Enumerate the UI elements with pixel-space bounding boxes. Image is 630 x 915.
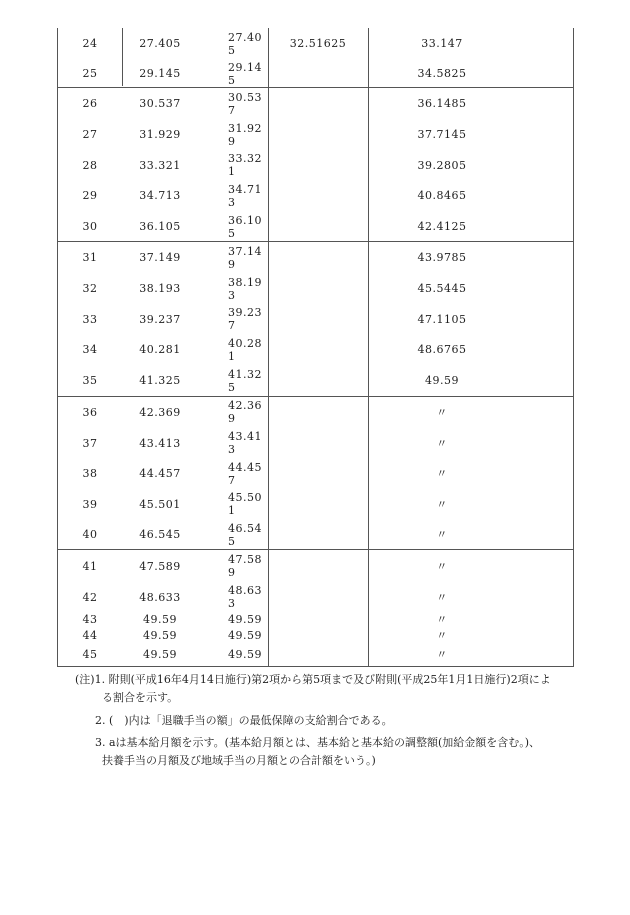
- row-value-d: 43.9785: [417, 251, 467, 264]
- row-value-b: 37.149: [228, 245, 262, 271]
- row-value-a: 48.633: [139, 591, 181, 604]
- row-value-b: 49.59: [228, 648, 262, 661]
- row-value-d: 34.5825: [417, 67, 467, 80]
- row-years: 45: [82, 648, 98, 661]
- row-value-b: 31.929: [228, 122, 262, 148]
- row-value-a: 46.545: [139, 528, 181, 541]
- table-bottom-border: [57, 666, 574, 667]
- row-value-a: 49.59: [143, 613, 177, 626]
- row-years: 37: [82, 437, 98, 450]
- row-value-b: 48.633: [228, 584, 262, 610]
- row-value-a: 42.369: [139, 406, 181, 419]
- row-value-b: 27.405: [228, 31, 262, 57]
- row-value-d: 〃: [436, 591, 448, 604]
- row-value-d: 〃: [436, 437, 448, 450]
- note-1-line-1: (注)1. 附則(平成16年4月14日施行)第2項から第5項まで及び附則(平成25年1月1日施行)2項によ: [75, 673, 551, 686]
- row-value-d: 49.59: [425, 374, 459, 387]
- row-value-b: 46.545: [228, 522, 262, 548]
- row-value-a: 40.281: [139, 343, 181, 356]
- row-value-d: 〃: [436, 613, 448, 626]
- row-years: 31: [82, 251, 98, 264]
- row-value-b: 34.713: [228, 183, 262, 209]
- row-value-b: 44.457: [228, 461, 262, 487]
- row-value-d: 〃: [436, 560, 448, 573]
- row-value-b: 33.321: [228, 152, 262, 178]
- table-group-divider: [57, 549, 574, 550]
- row-value-a: 45.501: [139, 498, 181, 511]
- row-value-d: 40.8465: [417, 189, 467, 202]
- row-value-d: 〃: [436, 406, 448, 419]
- row-value-b: 29.145: [228, 61, 262, 87]
- row-value-b: 47.589: [228, 553, 262, 579]
- row-value-b: 49.59: [228, 613, 262, 626]
- row-value-d: 47.1105: [417, 313, 467, 326]
- row-value-a: 41.325: [139, 374, 181, 387]
- row-value-d: 48.6765: [417, 343, 467, 356]
- row-value-c: 32.51625: [289, 37, 347, 50]
- row-years: 41: [82, 560, 98, 573]
- note-1-line-2: る割合を示す。: [102, 691, 179, 704]
- row-value-a: 39.237: [139, 313, 181, 326]
- row-value-b: 42.369: [228, 399, 262, 425]
- row-value-a: 31.929: [139, 128, 181, 141]
- table-vertical-rule: [573, 28, 574, 666]
- row-years: 27: [82, 128, 98, 141]
- row-value-a: 49.59: [143, 629, 177, 642]
- row-value-a: 36.105: [139, 220, 181, 233]
- row-value-b: 39.237: [228, 306, 262, 332]
- row-value-a: 37.149: [139, 251, 181, 264]
- note-3-line-1: 3. aは基本給月額を示す。(基本給月額とは、基本給と基本給の調整額(加給金額を含む。)、: [95, 736, 541, 749]
- table-vertical-rule: [268, 28, 269, 666]
- note-3-line-2: 扶養手当の月額及び地域手当の月額との合計額をいう。): [102, 754, 376, 767]
- row-value-d: 〃: [436, 629, 448, 642]
- row-years: 32: [82, 282, 98, 295]
- row-value-a: 30.537: [139, 97, 181, 110]
- row-value-d: 45.5445: [417, 282, 467, 295]
- row-value-d: 〃: [436, 467, 448, 480]
- row-years: 38: [82, 467, 98, 480]
- row-value-a: 44.457: [139, 467, 181, 480]
- row-years: 28: [82, 159, 98, 172]
- row-value-b: 41.325: [228, 368, 262, 394]
- row-years: 35: [82, 374, 98, 387]
- row-value-d: 33.147: [421, 37, 463, 50]
- row-value-a: 34.713: [139, 189, 181, 202]
- row-value-b: 45.501: [228, 491, 262, 517]
- row-value-a: 29.145: [139, 67, 181, 80]
- row-value-a: 43.413: [139, 437, 181, 450]
- row-years: 42: [82, 591, 98, 604]
- row-value-d: 〃: [436, 648, 448, 661]
- row-value-a: 49.59: [143, 648, 177, 661]
- row-value-d: 42.4125: [417, 220, 467, 233]
- row-value-d: 37.7145: [417, 128, 467, 141]
- row-value-a: 33.321: [139, 159, 181, 172]
- row-years: 24: [82, 37, 98, 50]
- row-value-a: 47.589: [139, 560, 181, 573]
- row-years: 33: [82, 313, 98, 326]
- table-vertical-rule: [57, 28, 58, 666]
- row-years: 43: [82, 613, 98, 626]
- row-value-a: 27.405: [139, 37, 181, 50]
- row-years: 36: [82, 406, 98, 419]
- row-value-a: 38.193: [139, 282, 181, 295]
- table-vertical-rule: [368, 28, 369, 666]
- row-value-d: 36.1485: [417, 97, 467, 110]
- table-group-divider: [57, 396, 574, 397]
- row-value-b: 40.281: [228, 337, 262, 363]
- row-value-d: 〃: [436, 498, 448, 511]
- table-group-divider: [57, 241, 574, 242]
- table-vertical-rule: [122, 28, 123, 86]
- row-years: 34: [82, 343, 98, 356]
- table-group-divider: [110, 87, 574, 88]
- row-value-b: 43.413: [228, 430, 262, 456]
- row-value-d: 〃: [436, 528, 448, 541]
- row-years: 26: [82, 97, 98, 110]
- row-years: 29: [82, 189, 98, 202]
- row-value-b: 49.59: [228, 629, 262, 642]
- row-value-d: 39.2805: [417, 159, 467, 172]
- note-2: 2. ( )内は「退職手当の額」の最低保障の支給割合である。: [95, 714, 393, 727]
- row-years: 30: [82, 220, 98, 233]
- row-value-b: 36.105: [228, 214, 262, 240]
- row-years: 44: [82, 629, 98, 642]
- row-value-b: 30.537: [228, 91, 262, 117]
- row-years: 40: [82, 528, 98, 541]
- row-years: 39: [82, 498, 98, 511]
- row-years: 25: [82, 67, 98, 80]
- row-value-b: 38.193: [228, 276, 262, 302]
